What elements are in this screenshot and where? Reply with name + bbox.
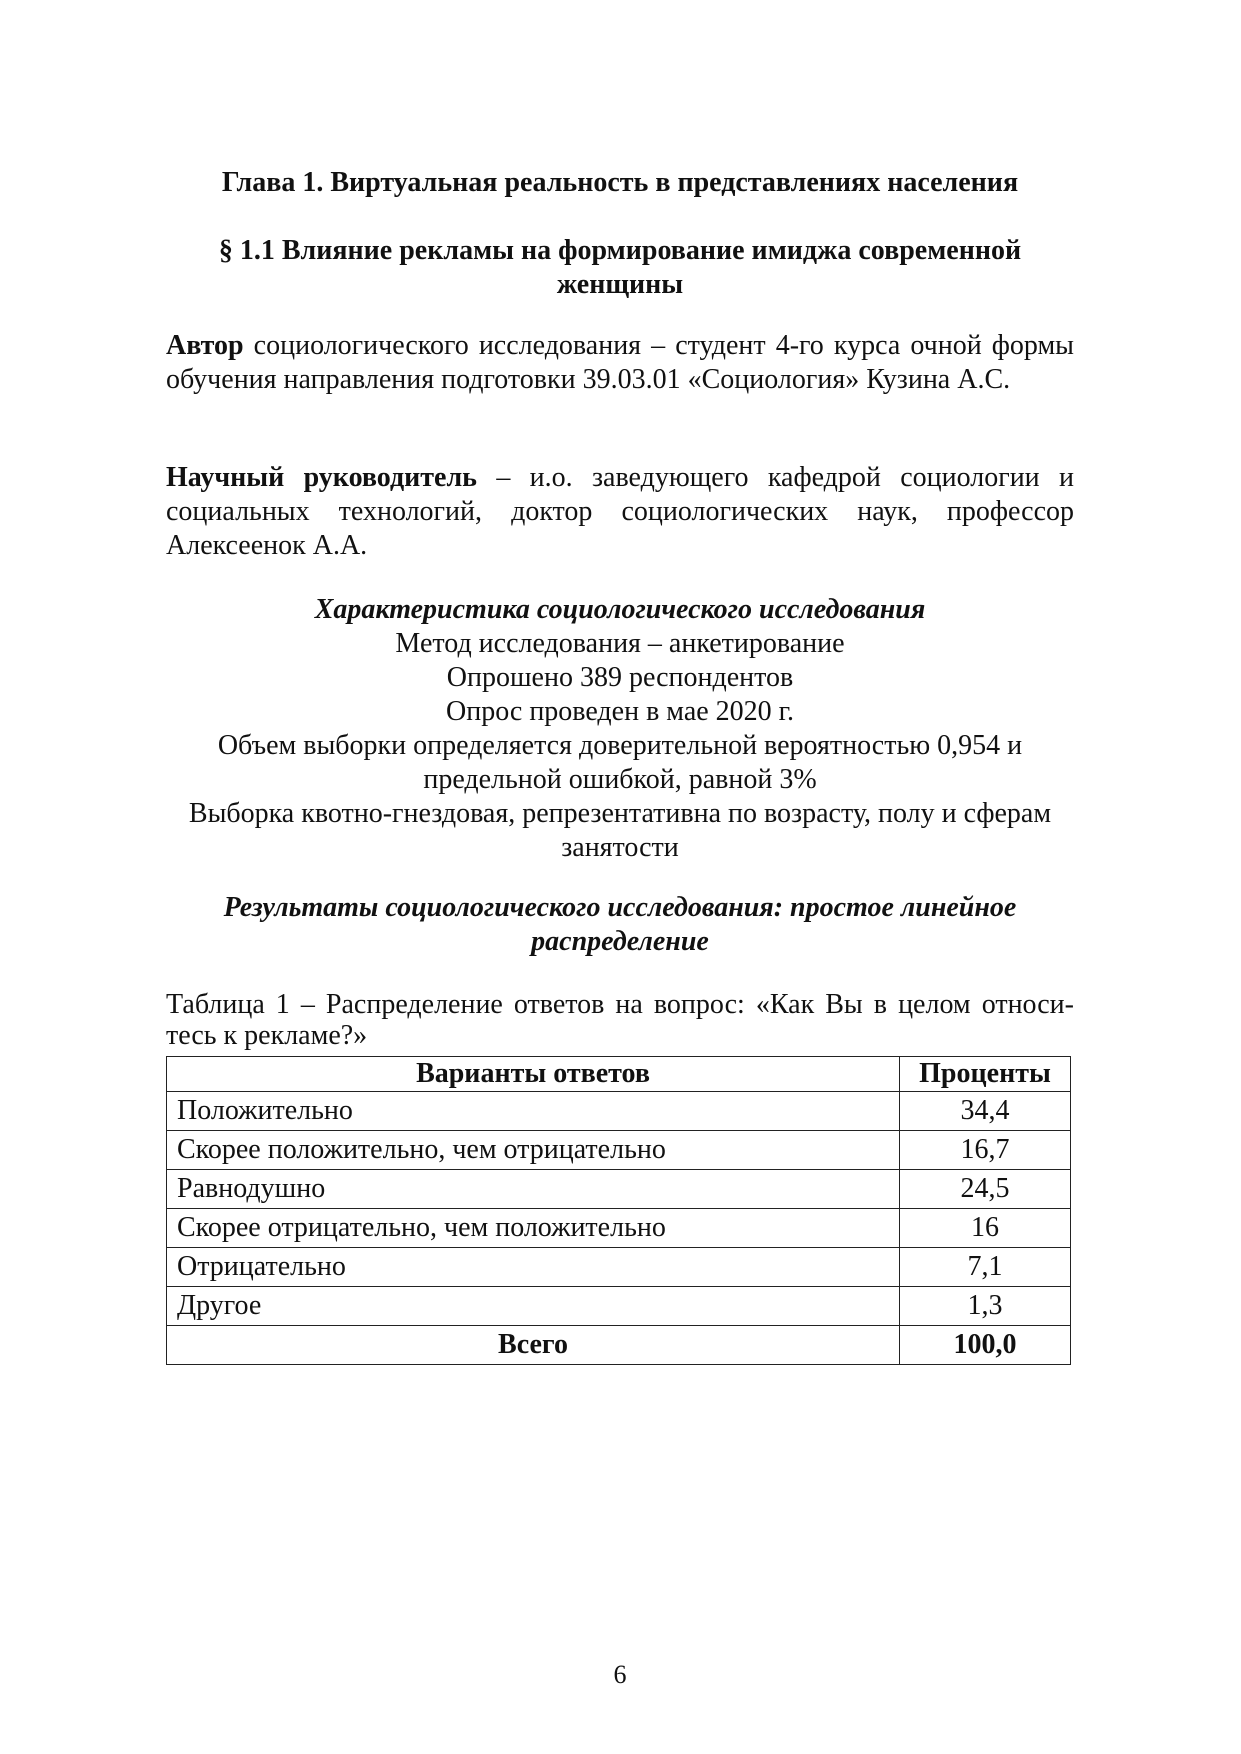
results-title (166, 891, 1074, 959)
author-text: социологического исследования – студент 4-го курса очной формы обучения направления подготовки 39.03.01 «Социология» Кузина А.С. (166, 330, 1074, 395)
percent-cell: 16,7 (900, 1131, 1071, 1170)
characteristics-line: занятости (561, 832, 679, 863)
table-row (167, 1209, 1071, 1248)
percent-cell: 24,5 (900, 1170, 1071, 1209)
chapter-title: Глава 1. Виртуальная реальность в представлениях населения (221, 167, 1019, 198)
table-header-row (167, 1057, 1071, 1092)
percent-cell: 7,1 (900, 1248, 1071, 1287)
section-title-line: § 1.1 Влияние рекламы на формирование имиджа современной (218, 235, 1022, 266)
advisor-paragraph (166, 461, 1074, 563)
table-row (167, 1131, 1071, 1170)
characteristics-line: Опрошено 389 респондентов (446, 662, 794, 693)
percent-cell: 34,4 (900, 1092, 1071, 1131)
section-title-line: женщины (556, 269, 684, 300)
study-characteristics (166, 593, 1074, 865)
table-caption: Таблица 1 – Распределение ответов на вопрос: «Как Вы в целом относи-тесь к рекламе?» (166, 989, 1074, 1051)
table-row (167, 1170, 1071, 1209)
answer-cell: Другое (167, 1287, 900, 1326)
answer-cell: Положительно (167, 1092, 900, 1131)
table-row (167, 1248, 1071, 1287)
column-header-percent: Проценты (900, 1057, 1071, 1092)
characteristics-line: Опрос проведен в мае 2020 г. (445, 696, 795, 727)
results-title-line: Результаты социологического исследования: простое линейное (223, 892, 1017, 923)
table-row (167, 1287, 1071, 1326)
total-percent-cell: 100,0 (900, 1326, 1071, 1365)
advisor-text: – и.о. заведующего кафедрой социологии и социальных технологий, доктор социологических наук, профессор Алексеенок А.А. (166, 462, 1074, 561)
answer-cell: Скорее положительно, чем отрицательно (167, 1131, 900, 1170)
percent-cell: 16 (900, 1209, 1071, 1248)
total-label-cell: Всего (167, 1326, 900, 1365)
document-page (166, 0, 1074, 1754)
characteristics-line: Выборка квотно-гнездовая, репрезентативна по возрасту, полу и сферам (188, 798, 1052, 829)
section-title (166, 234, 1074, 302)
results-table (166, 1056, 1071, 1365)
characteristics-line: предельной ошибкой, равной 3% (423, 764, 817, 795)
characteristics-line: Объем выборки определяется доверительной вероятностью 0,954 и (217, 730, 1023, 761)
characteristics-heading: Характеристика социологического исследования (314, 594, 926, 625)
author-paragraph (166, 329, 1074, 397)
table-row (167, 1092, 1071, 1131)
column-header-answers: Варианты ответов (167, 1057, 900, 1092)
answer-cell: Равнодушно (167, 1170, 900, 1209)
results-title-line: распределение (531, 926, 709, 957)
answer-cell: Отрицательно (167, 1248, 900, 1287)
answer-cell: Скорее отрицательно, чем положительно (167, 1209, 900, 1248)
table-total-row (167, 1326, 1071, 1365)
advisor-label: Научный руководитель (166, 462, 477, 493)
characteristics-line: Метод исследования – анкетирование (395, 628, 845, 659)
percent-cell: 1,3 (900, 1287, 1071, 1326)
author-label: Автор (166, 330, 244, 361)
page-number: 6 (613, 1660, 627, 1689)
